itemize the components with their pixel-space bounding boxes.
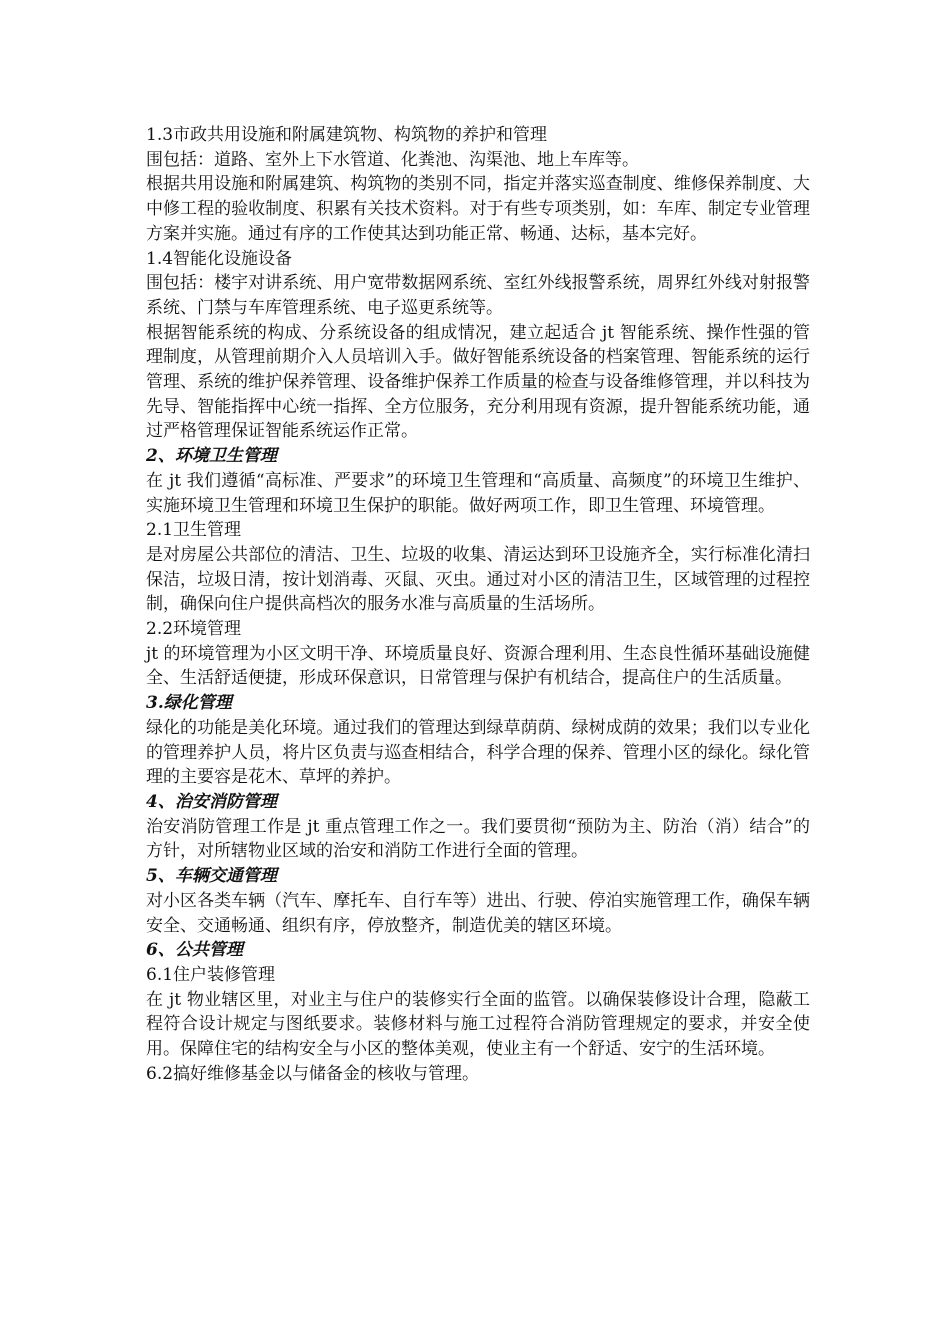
- paragraph-body-2-1: 是对房屋公共部位的清洁、卫生、垃圾的收集、清运达到环卫设施齐全，实行标准化清扫保洁，垃圾日清，按计划消毒、灭鼠、灭虫。通过对小区的清洁卫生，区域管理的过程控制，确保向住户提供高档次的服务水准与高质量的生活场所。: [146, 544, 810, 615]
- section-heading-6: 6、公共管理: [146, 940, 243, 961]
- section-heading-1-3: 1.3市政共用设施和附属建筑物、构筑物的养护和管理: [146, 125, 548, 145]
- section-heading-6-2: 6.2搞好维修基金以与储备金的核收与管理。: [146, 1063, 480, 1084]
- paragraph-body-3: 绿化的功能是美化环境。通过我们的管理达到绿草荫荫、绿树成荫的效果；我们以专业化的管理养护人员，将片区负责与巡查相结合，科学合理的保养、管理小区的绿化。绿化管理的主要容是花木、草坪的养护。: [146, 717, 810, 788]
- section-heading-4: 4、治安消防管理: [146, 791, 277, 812]
- paragraph-scope-1-4: 围包括：楼宇对讲系统、用户宽带数据网系统、室红外线报警系统，周界红外线对射报警系统、门禁与车库管理系统、电子巡更系统等。: [146, 273, 810, 318]
- paragraph-body-6-1: 在 jt 物业辖区里，对业主与住户的装修实行全面的监管。以确保装修设计合理，隐蔽工程符合设计规定与图纸要求。装修材料与施工过程符合消防管理规定的要求，并安全使用。保障住宅的结构安全与小区的整体美观，使业主有一个舒适、安宁的生活环境。: [146, 989, 810, 1060]
- document-page: [146, 123, 810, 1086]
- section-heading-3: 3.绿化管理: [146, 693, 232, 714]
- section-heading-6-1: 6.1住户装修管理: [146, 964, 276, 985]
- section-heading-2-1: 2.1卫生管理: [146, 520, 242, 541]
- section-heading-2-2: 2.2环境管理: [146, 619, 242, 640]
- paragraph-body-4: 治安消防管理工作是 jt 重点管理工作之一。我们要贯彻“预防为主、防治（消）结合”的方针，对所辖物业区域的治安和消防工作进行全面的管理。: [146, 816, 810, 862]
- paragraph-body-5: 对小区各类车辆（汽车、摩托车、自行车等）进出、行驶、停泊实施管理工作，确保车辆安全、交通畅通、组织有序，停放整齐，制造优美的辖区环境。: [146, 890, 810, 936]
- section-heading-1-4: 1.4智能化设施设备: [146, 248, 293, 269]
- paragraph-body-2-2: jt 的环境管理为小区文明干净、环境质量良好、资源合理利用、生态良性循环基础设施健全、生活舒适便捷，形成环保意识，日常管理与保护有机结合，提高住户的生活质量。: [146, 643, 810, 689]
- paragraph-body-1-3: 根据共用设施和附属建筑、构筑物的类别不同，指定并落实巡查制度、维修保养制度、大中修工程的验收制度、积累有关技术资料。对于有些专项类别，如：车库、制定专业管理方案并实施。通过有序的工作使其达到功能正常、畅通、达标，基本完好。: [146, 174, 810, 244]
- paragraph-scope-1-3: 围包括：道路、室外上下水管道、化粪池、沟渠池、地上车库等。: [146, 149, 639, 170]
- paragraph-body-2: 在 jt 我们遵循“高标准、严要求”的环境卫生管理和“高质量、高频度”的环境卫生维护、实施环境卫生管理和环境卫生保护的职能。做好两项工作，即卫生管理、环境管理。: [146, 470, 810, 516]
- paragraph-body-1-4: 根据智能系统的构成、分系统设备的组成情况，建立起适合 jt 智能系统、操作性强的管理制度，从管理前期介入人员培训入手。做好智能系统设备的档案管理、智能系统的运行管理、系统的维护保养管理、设备维护保养工作质量的检查与设备维修管理，并以科技为先导、智能指挥中心统一指挥、全方位服务，充分利用现有资源，提升智能系统功能，通过严格管理保证智能系统运作正常。: [146, 322, 810, 442]
- section-heading-5: 5、车辆交通管理: [146, 866, 277, 887]
- section-heading-2: 2、环境卫生管理: [146, 446, 277, 467]
